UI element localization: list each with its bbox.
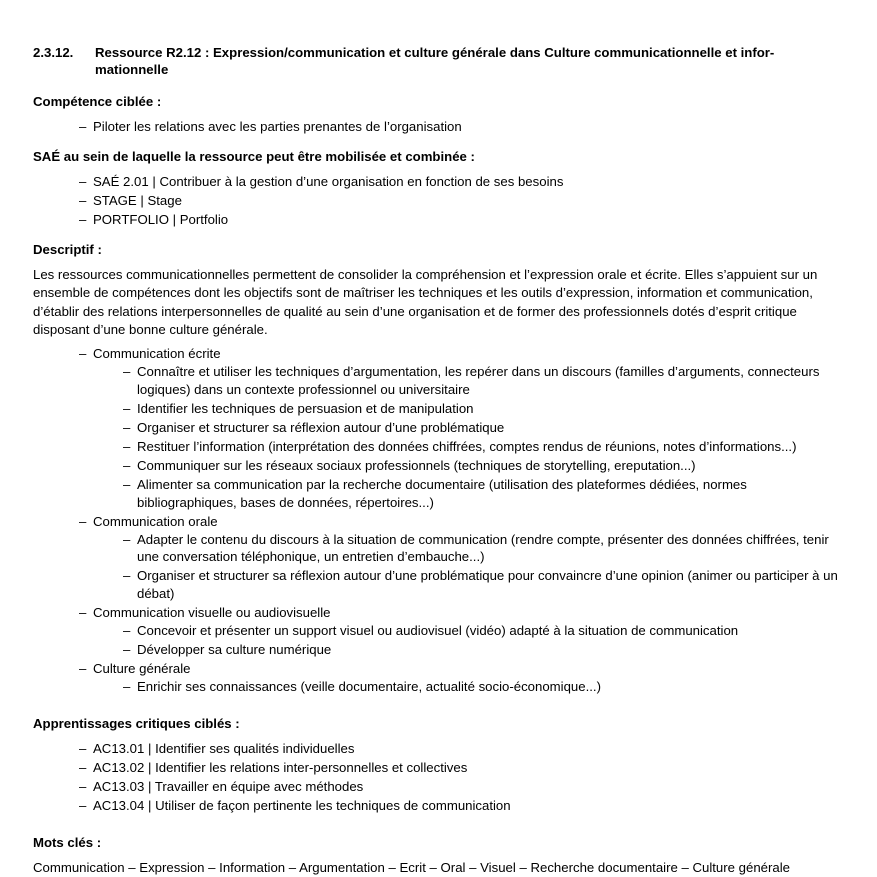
list-item: – SAÉ 2.01 | Contribuer à la gestion d’une organisation en fonction de ses besoins (79, 173, 847, 191)
group-sublist (93, 622, 847, 659)
list-item: – Développer sa culture numérique (123, 641, 847, 659)
sae-list (33, 173, 847, 229)
sae-block (33, 148, 847, 229)
list-item: – Alimenter sa communication par la recherche documentaire (utilisation des plateformes dédiées, normes bibliographiques, bases de données, répertoires...) (123, 476, 847, 512)
list-item: – AC13.04 | Utiliser de façon pertinente les techniques de communication (79, 797, 847, 815)
apprentissages-heading: Apprentissages critiques ciblés : (33, 716, 240, 732)
descriptif-paragraph: Les ressources communicationnelles permettent de consolider la compréhension et l’expression orale et écrite. Elles s’appuient sur un ensemble de compétences dont les objectifs sont de maîtriser les techniques et les outils d’expression, information et communication, d’établir des relations interpersonnelles de qualité au sein d’une organisation et de former des professionnels dotés d’esprit critique disposant d’une bonne culture générale. (33, 267, 818, 337)
section-heading (33, 44, 847, 79)
competence-block (33, 93, 847, 136)
descriptif-groups (33, 345, 847, 696)
list-item: – AC13.01 | Identifier ses qualités individuelles (79, 740, 847, 758)
competence-heading: Compétence ciblée : (33, 93, 162, 109)
group-sublist (93, 363, 847, 512)
spacer (33, 827, 847, 834)
motscles-line: Communication – Expression – Information – Argumentation – Ecrit – Oral – Visuel – Recherche documentaire – Culture générale (33, 860, 790, 876)
motscles-block (33, 834, 847, 877)
list-item-group (79, 513, 847, 604)
group-label: – Culture générale (93, 661, 191, 677)
list-item: – Restituer l’information (interprétation des données chiffrées, comptes rendus de réunions, notes d’informations...) (123, 438, 847, 456)
list-item: – Communiquer sur les réseaux sociaux professionnels (techniques de storytelling, ereputation...) (123, 457, 847, 475)
descriptif-block (33, 241, 847, 696)
list-item: – Piloter les relations avec les parties prenantes de l’organisation (79, 118, 847, 136)
group-label: – Communication écrite (93, 346, 221, 361)
list-item: – Connaître et utiliser les techniques d’argumentation, les repérer dans un discours (familles d’arguments, connecteurs logiques) dans un contexte professionnel ou universitaire (123, 363, 847, 399)
apprentissages-block (33, 715, 847, 815)
list-item-group (79, 660, 847, 696)
group-sublist (93, 531, 847, 604)
group-label: – Communication visuelle ou audiovisuelle (93, 605, 331, 621)
list-item: – Enrichir ses connaissances (veille documentaire, actualité socio-économique...) (123, 678, 847, 696)
list-item: – Concevoir et présenter un support visuel ou audiovisuel (vidéo) adapté à la situation de communication (123, 622, 847, 640)
group-label: – Communication orale (93, 513, 218, 529)
list-item: – Organiser et structurer sa réflexion autour d’une problématique pour convaincre d’une opinion (animer ou participer à un débat) (123, 567, 847, 603)
list-item: – AC13.02 | Identifier les relations inter-personnelles et collectives (79, 759, 847, 777)
motscles-heading: Mots clés : (33, 835, 102, 851)
list-item-group (79, 604, 847, 659)
competence-list (33, 118, 847, 136)
section-title: Ressource R2.12 : Expression/communication et culture générale dans Culture communicationnelle et infor-mationnelle (95, 45, 775, 78)
group-sublist (93, 678, 847, 696)
list-item: – Organiser et structurer sa réflexion autour d’une problématique (123, 419, 847, 437)
list-item: – STAGE | Stage (79, 192, 847, 210)
list-item: – PORTFOLIO | Portfolio (79, 211, 847, 229)
list-item-group (79, 345, 847, 512)
list-item: – Identifier les techniques de persuasion et de manipulation (123, 400, 847, 418)
list-item: – Adapter le contenu du discours à la situation de communication (rendre compte, présenter des données chiffrées, tenir une conversation téléphonique, un entretien d’embauche...) (123, 531, 847, 567)
list-item: – AC13.03 | Travailler en équipe avec méthodes (79, 778, 847, 796)
spacer (33, 708, 847, 715)
apprentissages-list (33, 740, 847, 815)
section-number: 2.3.12. (33, 45, 74, 60)
descriptif-heading: Descriptif : (33, 241, 102, 257)
sae-heading: SAÉ au sein de laquelle la ressource peut être mobilisée et combinée : (33, 148, 475, 164)
